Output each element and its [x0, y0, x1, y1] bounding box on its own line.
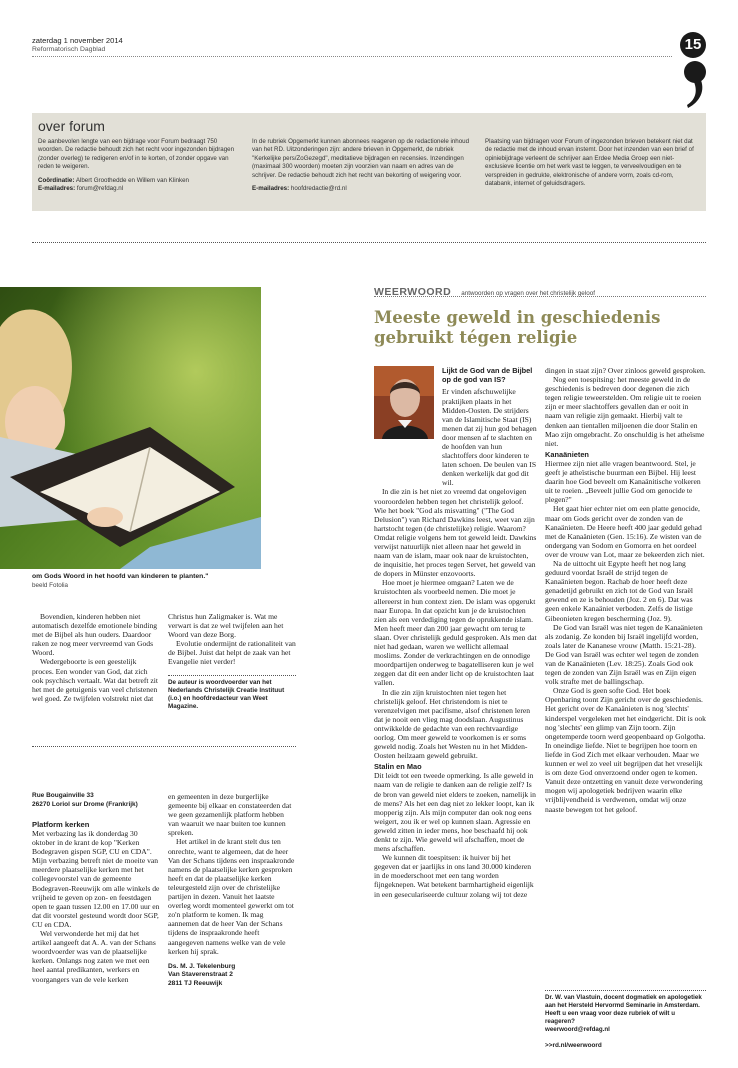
paragraph: Met verbazing las ik donderdag 30 oktober in de krant de kop "Kerken Bodegraven gispen SGP, CU en CDA". Mijn verbazing betreft niet de moeite van meerdere plaatselijke kerken met het collegevoorstel van de gemeente Bodegraven-Reeuwijk om alle winkels de vrijheid te geven op zon- en feestdagen open te gaan tussen 12.00 en 17.00 uur en dat dit voorstel gesteund wordt door SGP, CU en CDA.	[32, 829, 160, 929]
letter-col-a	[32, 829, 160, 984]
article-title	[374, 308, 706, 348]
article-author-box	[545, 990, 706, 1050]
paragraph: Evolutie ondermijnt de rationaliteit van de Bijbel. Juist dat helpt de zaak van het Evangelie niet verder!	[168, 639, 296, 667]
rubric-label: WEERWOORD	[374, 286, 452, 298]
forum-col2-email-label: E-mailadres:	[252, 185, 290, 193]
forum-title: over forum	[38, 118, 105, 134]
article-title-line-1: Meeste geweld in geschiedenis	[374, 308, 661, 327]
rubric-subtitle: antwoorden op vragen over het christelijk geloof	[461, 290, 595, 297]
letter-address-line-2: 26270 Loriol sur Drome (Frankrijk)	[32, 800, 138, 808]
article-author-email[interactable]: weerwoord@refdag.nl	[545, 1026, 610, 1033]
forum-col-2	[252, 138, 476, 193]
forum-col2-email[interactable]: hoofdredactie@rd.nl	[290, 185, 347, 193]
paragraph: Na de uittocht uit Egypte heeft het nog lang geduurd voordat Israël de strijd tegen de Kanaänieten begon. Rachab de hoer heeft deze genadetijd gebruikt en zich tot de God van Israël gewend en ze is behouden (Joz. 2 en 6). Dat was geen enkele Kanaäniet verboden. Zelfs de listige Gibeonieten kregen bescherming (Joz. 9).	[545, 558, 694, 623]
left-author-note: De auteur is woordvoerder van het Nederlands Christelijk Creatie Instituut (i.o.) en hoofdredacteur van Weet Magazine.	[168, 678, 285, 711]
paragraph: Het gaat hier echter niet om een platte genocide, maar om Gods gericht over de zonden van de Kanaänieten. De Heere heeft 400 jaar geduld gehad met de Kanaänieten (Gen. 15:16). Ze wisten van de ondergang van Sodom en Gomorra en het oordeel over de vrouw van Lot, maar ze bekeerden zich niet.	[545, 504, 705, 559]
forum-col-1	[38, 138, 242, 193]
letter-signature	[168, 963, 296, 989]
letter-signature-name: Ds. M. J. Tekelenburg	[168, 962, 236, 970]
letter-signature-street: Van Staverenstraat 2	[168, 971, 233, 979]
paragraph: In die zin zijn kruistochten niet tegen het christelijk geloof. Het christendom is niet te verenzelvigen met pacifisme, alsof christenen leren dat je nooit een vlieg mag doodslaan. Augustinus ontwikkelde de gedachte van een rechtvaardige oorlog. Om meer geweld te voorkomen is er soms geweld nodig. Zoals het Westen nu in het Midden-Oosten heilzaam geweld gebruikt.	[374, 687, 531, 761]
rubric-rule	[374, 296, 706, 297]
letter-heading: Platform kerken	[32, 820, 90, 829]
left-divider	[32, 746, 296, 747]
article-link[interactable]: >>rd.nl/weerwoord	[545, 1042, 602, 1049]
letter-address	[32, 792, 138, 809]
subheading-stalin-mao: Stalin en Mao	[374, 762, 422, 772]
forum-coord-value: Albert Groothedde en Willem van Klinken	[75, 176, 189, 184]
paragraph: Wel verwonderde het mij dat het artikel aangeeft dat A. A. van der Schans woordvoerder was van de plaatselijke kerken. Onlangs nog zaten we met een heel aantal predikanten, werkers en voorgangers van de vele kerken	[32, 929, 156, 984]
paragraph: Dit leidt tot een tweede opmerking. Is alle geweld in naam van de religie te danken aan de religie zelf? Is de bron van geweld niet elders te zoeken, namelijk in de mens? Als het een dag niet zo lekker loopt, kan ik mopperig zijn. Als mijn computer dan ook nog eens weigert, zou ik er wel op kunnen slaan. Agressie en geweld zitten in ieder mens, hoe beschaafd hij ook denkt te zijn. Wie geweld wil afschaffen, moet de mens afschaffen.	[374, 771, 536, 854]
paragraph: Christus hun Zaligmaker is. Wat me verwart is dat ze wel twijfelen aan het Woord van deze Borg.	[168, 612, 284, 640]
paragraph: In die zin is het niet zo vreemd dat ongelovigen vooroordelen hebben tegen het christelijk geloof. Wie het boek "God als misvatting" ("The God Delusion") van Richard Dawkins leest, weet van zijn hartstocht tegen (de christelijke) religie. Waarom? Omdat religie volgens hem tot geweld leidt. Dawkins verwijst natuurlijk niet alleen naar het geweld in naam van de islam, maar ook naar de kruistochten, de inquisitie, het proces tegen Servet, het geweld van de dopers in Münster enzovoorts.	[374, 487, 537, 579]
header-rule	[32, 56, 672, 57]
forum-col1-text: De aanbevolen lengte van een bijdrage voor Forum bedraagt 750 woorden. De redactie behoudt zich het recht voor ingezonden bijdragen (zonder overleg) te redigeren en/of in te korten, of zonder opgave van reden te weigeren.	[38, 138, 235, 171]
article-col-1	[374, 366, 537, 899]
letter-address-line-1: Rue Bougainville 33	[32, 792, 94, 799]
header-paper: Reformatorisch Dagblad	[32, 46, 106, 53]
paragraph: We kunnen dit toespitsen: ik huiver bij het gegeven dat er jaarlijks in ons land 30.000 kinderen in de moederschoot met een tang worden fijngeknepen. Wat betekent barmhartigheid eigenlijk in een geseculariseerde cultuur zolang wij tot deze	[374, 853, 534, 899]
article-col-2	[545, 366, 706, 814]
photo-credit: beeld Fotolia	[32, 582, 69, 589]
paragraph: De God van Israël was niet tegen de Kanaänieten als zodanig. Ze konden bij Israël ingelijfd worden, zoals later de Kananese vrouw (Matth. 15:21-28). De God van Israël was echter wel tegen de zonden van de Kanaänieten (Lev. 18:25). Zoals God ook tegen de zonden van Zijn Israël was en Zijn eigen volk strafte met de ballingschap.	[545, 622, 703, 687]
article-question: Lijkt de God van de Bijbel op de god van IS?	[442, 366, 533, 385]
paragraph: Nog een toespitsing: het meeste geweld in de geschiedenis is bedreven door degenen die zich tegen religie teweerstelden. Om religie uit te roeien zijn er meer slachtoffers gevallen dan er ooit in naam van religie zijn gemaakt. Hierbij valt te denken aan tientallen miljoenen die door Stalin en Mao zijn omgebracht. Zo onschuldig is het atheïsme niet.	[545, 375, 705, 448]
paragraph: Hiermee zijn niet alle vragen beantwoord. Stel, je geeft je atheïstische buurman een Bijbel. Hij leest daarin hoe God beveelt om Kanaänitische volkeren uit te roeien. „Beveelt jullie God om genocide te plegen?"	[545, 458, 701, 505]
header-date: zaterdag 1 november 2014	[32, 36, 123, 45]
forum-col-3	[485, 138, 699, 193]
forum-col2-text: In de rubriek Opgemerkt kunnen abonnees reageren op de redactionele inhoud van het RD. Uitzonderingen zijn: andere brieven in Opgemerkt, de rubriek "Kerkelijke pers/ZoGezegd", meditatieve bijdragen en recensies. Inzendingen (maximaal 300 woorden) moeten zijn voorzien van naam en adres van de schrijver. De redactie behoudt zich het recht van bekorting of weigering voor.	[252, 138, 470, 179]
paragraph: dingen in staat zijn? Over zinloos geweld gesproken.	[545, 366, 706, 375]
left-article-col-a	[32, 612, 160, 703]
section-divider	[32, 242, 706, 243]
article-intro: Er vinden afschuwelijke praktijken plaats in het Midden-Oosten. De strijders van de Islamitische Staat (IS) menen dat zij hun god behagen door mensen af te slachten en de hoofden van hun slachtoffers door kinderen te laten schoen. De beulen van IS denken werkelijk dat god dit wil.	[442, 387, 537, 488]
forum-email[interactable]: forum@refdag.nl	[76, 185, 124, 193]
paragraph: Het artikel in de krant stelt dus ten onrechte, want te algemeen, dat de heer Van der Schans tijdens een inspraakronde namens de plaatselijke kerken gesproken heeft en dat de plaatselijke kerken teleurgesteld zijn over de christelijke partijen in dezen. Vanuit het laatste overleg wordt momenteel gewerkt om tot zo'n platform te komen. Ik mag aannemen dat de heer Van der Schans tijdens de inspraakronde heeft aangegeven namens welke van de vele kerken hij sprak.	[168, 837, 295, 956]
paragraph: Bovendien, kinderen hebben niet automatisch dezelfde emotionele binding met de Bijbel als hun ouders. Daardoor raken ze nog meer vervreemd van Gods Woord.	[32, 612, 158, 658]
paragraph: Onze God is geen softe God. Het boek Openbaring toont Zijn gericht over de geschiedenis. Het gericht over de Kanaänieten is nog 'slechts' kinderspel vergeleken met het eindgericht. Dit is ook nog 'slechts' een glimp van Zijn toorn. Zijn ongetemperde toorn werd geopenbaard op Golgotha. In oneindige liefde. Niet te begrijpen hoe toorn en liefde in God Zich met elkaar verhouden. Maar we kunnen er wel zo veel uit begrijpen dat het vreselijk is om deze God onverzoend onder ogen te komen. Vanuit deze ontzetting en vanuit deze verwondering mogen wij apologetiek bedrijven waarin elke vrijblijvendheid is verdwenen, omdat wij onze naaste bewegen tot het geloof.	[545, 686, 706, 814]
article-title-line-2: gebruikt tégen religie	[374, 328, 578, 347]
comma-logo-icon	[680, 58, 710, 110]
article-author-note: Dr. W. van Vlastuin, docent dogmatiek en apologetiek aan het Hersteld Hervormd Seminarie in Amsterdam. Heeft u een vraag voor deze rubriek of wilt u reageren?	[545, 994, 702, 1025]
forum-col3-text: Plaatsing van bijdragen voor Forum of ingezonden brieven betekent niet dat de redactie met de inhoud ervan instemt. Door het inzenden van een brief of opiniebijdrage verleent de schrijver aan Erdee Media Groep een niet-exclusieve licentie om het werk vast te leggen, te verveelvoudigen en te verspreiden in gedrukte, elektronische of andere vorm, zoals cd-rom, databank, internet of geluidsdragers.	[485, 138, 694, 188]
page-number: 15	[684, 36, 702, 53]
forum-box	[32, 113, 706, 211]
forum-coord-label: Coördinatie:	[38, 176, 75, 184]
letter-signature-city: 2811 TJ Reeuwijk	[168, 979, 223, 987]
paragraph: Wedergeboorte is een geestelijk proces. Een wonder van God, dat zich ook psychisch vertaalt. Wat dat betreft zit het met de getuigenis van veel christenen wel goed. Ze twijfelen volstrekt niet dat	[32, 657, 158, 703]
forum-email-label: E-mailadres:	[38, 185, 76, 193]
left-article-col-b	[168, 612, 296, 712]
photo-child-reading-bible	[0, 287, 261, 569]
page-number-badge	[680, 32, 706, 58]
subheading-kanaanieten: Kanaänieten	[545, 449, 589, 459]
letter-col-b	[168, 792, 296, 988]
rubric-bar	[374, 282, 706, 300]
paragraph: Hoe moet je hiermee omgaan? Laten we de kruistochten als voorbeeld nemen. Die moet je allereerst in hun context zien. De islam was opgerukt naar Europa. In dat opzicht kun je de kruistochten zien als een verdediging tegen de oprukkende islam. Men heeft meer dan 200 jaar gewacht om terug te slaan. Over christelijk geduld gesproken. Als men dat niet had gedaan, waren we wellicht allemaal moslims. Zonder de verkrachtingen en de onnodige moordpartijen onderweg te bagatelliseren kun je wel zeggen dat dit een ander licht op de kruistochten laat vallen.	[374, 578, 537, 688]
photo-caption: om Gods Woord in het hoofd van kinderen te planten."	[32, 573, 209, 580]
paragraph: en gemeenten in deze burgerlijke gemeente bij elkaar en constateerden dat we geen gezamenlijk platform hebben van waaruit we naar buiten toe kunnen spreken.	[168, 792, 292, 838]
